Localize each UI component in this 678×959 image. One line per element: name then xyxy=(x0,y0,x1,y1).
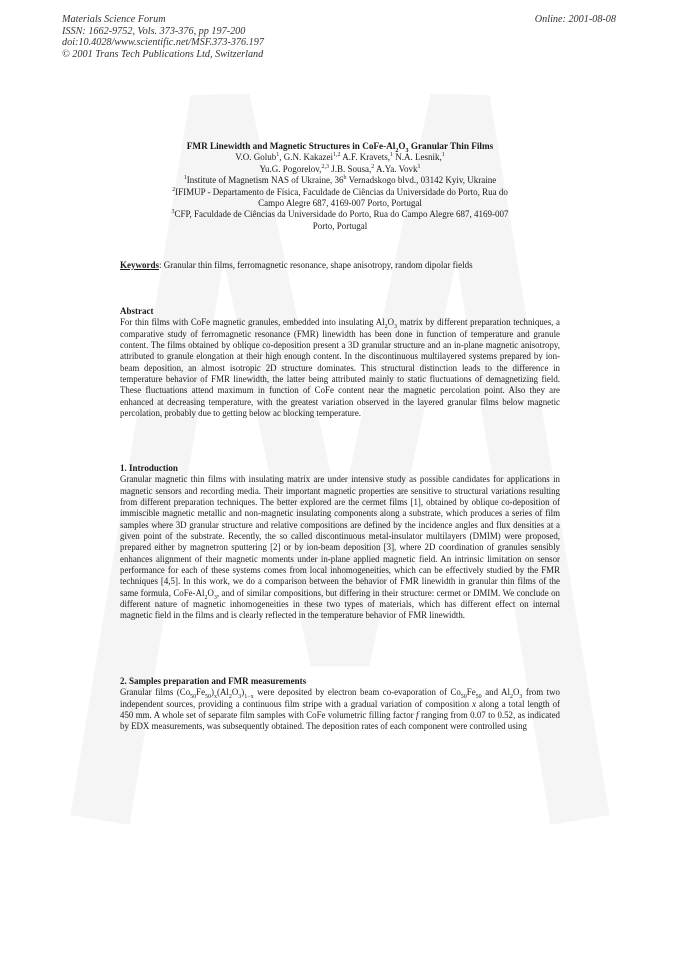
online-date: Online: 2001-08-08 xyxy=(534,14,616,25)
affiliation-3-cont: Porto, Portugal xyxy=(312,220,368,231)
introduction-section xyxy=(120,463,560,622)
keywords: Keywords: Granular thin films, ferromagnetic resonance, shape anisotropy, random dipolar fields xyxy=(120,260,473,270)
samples-heading: 2. Samples preparation and FMR measurements xyxy=(120,676,307,686)
keywords-text: Granular thin films, ferromagnetic resonance, shape anisotropy, random dipolar fields xyxy=(161,260,473,270)
abstract-section xyxy=(120,306,560,419)
issn-line: ISSN: 1662-9752, Vols. 373-376, pp 197-200 xyxy=(62,25,246,37)
samples-text: Granular films $(Co_{50}Fe_{50})_x(Al_2O_3)_{1-x}$ were deposited by electron beam co-evaporation of $Co_{50}Fe_{50}$ and $Al_2O_3$ from two independent sources, providing a continuous film stripe with a gradual variation of composition x along a total length of 450 mm. A whole set of separate film samples with CoFe volumetric filling factor f ranging from 0.07 to 0.52, as indicated by EDX measurements, was subsequently obtained. The deposition rates of each component were controlled using xyxy=(120,687,561,732)
introduction-text: Granular magnetic thin films with insulating matrix are under intensive study as possible candidates for applications in magnetic sensors and recording media. Their important magnetic properties are sensitive to structural variations resulting from different preparation techniques. The better explored are the cermet films [1], obtained by oblique co-deposition of immiscible magnetic metallic and non-magnetic insulating components along a substrate, which produces a series of film samples where 3D granular structure and relative compositions are defined by the incidence angles and flux densities at a given point of the substrate. Recently, the so called discontinuous metal-insulator multilayers (DMIM) were proposed, prepared either by magnetron sputtering [2] or by ion-beam deposition [3], where 2D coordination of granules sensibly enhances alignment of their magnetic moments under in-plane applied magnetic field. An intrinsic limitation on sensor performance for each of these systems comes from local inhomogeneities, which can be effectively studied by the FMR techniques [4,5]. In this work, we do a comparison between the behavior of FMR linewidth in granular thin films of the same formula, CoFe-$Al_2O_3$, and of similar compositions, but differing in their structure: cermet or DMIM. We conclude on different nature of magnetic inhomogeneities in these two types of materials, which has different effect on internal magnetic field in the films and is clearly reflected in the temperature behavior of FMR linewidth. xyxy=(120,474,560,621)
journal-name: Materials Science Forum xyxy=(62,14,166,25)
authors-line-2: Yu.G. Pogorelov,$^{2,3}$ J.B. Sousa,$^2$ A.Ya. Vovk$^1$ xyxy=(259,163,421,174)
title-block xyxy=(120,141,560,232)
copyright-line: © 2001 Trans Tech Publications Ltd, Switzerland xyxy=(62,48,264,60)
introduction-heading: 1. Introduction xyxy=(120,463,178,473)
affiliation-3: $^3$CFP, Faculdade de Ciências da Universidade do Porto, Rua do Campo Alegre 687, 4169-007 xyxy=(171,209,509,220)
affiliation-1: $^1$Institute of Magnetism NAS of Ukraine, 36$^b$ Vernadskogo blvd., 03142 Kyiv, Ukraine xyxy=(183,175,497,186)
doi-link[interactable]: doi:10.4028/www.scientific.net/MSF.373-376.197 xyxy=(62,37,264,49)
abstract-text: For thin films with CoFe magnetic granules, embedded into insulating $Al_2O_3$ matrix by different preparation techniques, a comparative study of ferromagnetic resonance (FMR) linewidth has been done in function of temperature and granule content. The films obtained by oblique co-deposition present a 3D granular structure and an in-plane magnetic anisotropy, attributed to granule elongation at their high enough content. In the discontinuous multilayered systems prepared by ion-beam deposition, an almost isotropic 2D structure dominates. This structural distinction leads to the difference in temperature behavior of FMR linewidth, the latter being attributed mainly to static fluctuations of demagnetizing field. These fluctuations attend maximum in function of CoFe content near the magnetic percolation point. Also they are enhanced at decreasing temperature, with the greatest variation observed in the layered granular films below magnetic percolation, probably due to getting below ac blocking temperature. xyxy=(120,317,560,419)
affiliation-2: $^2$IFIMUP - Departamento de Física, Faculdade de Ciências da Universidade do Porto, Rua do xyxy=(172,186,508,197)
samples-section xyxy=(120,676,560,733)
affiliation-2-cont: Campo Alegre 687, 4169-007 Porto, Portugal xyxy=(258,198,422,209)
abstract-heading: Abstract xyxy=(120,306,154,316)
keywords-label: Keywords xyxy=(120,260,159,270)
authors-line-1: V.O. Golub$^1$, G.N. Kakazei$^{1,2}$ A.F. Kravets,$^1$ N.A. Lesnik,$^1$ xyxy=(235,152,445,163)
paper-title: FMR Linewidth and Magnetic Structures in CoFe-$Al_2O_3$ Granular Thin Films xyxy=(186,141,494,154)
journal-header xyxy=(62,14,264,60)
